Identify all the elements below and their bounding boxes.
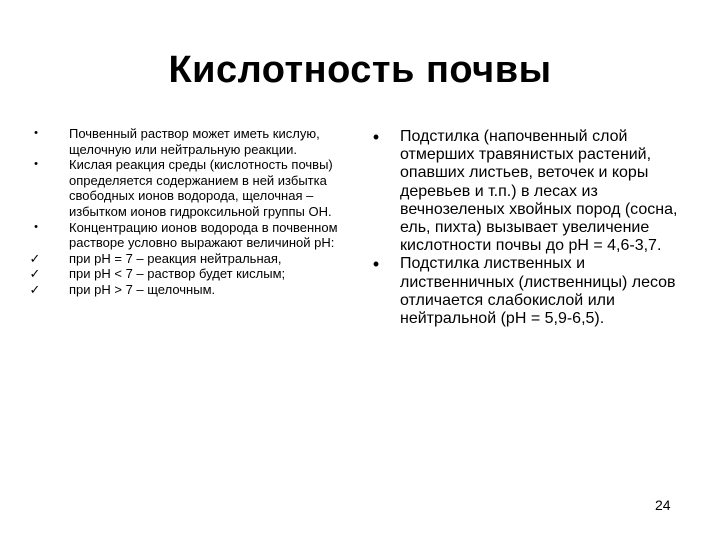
right-column bbox=[370, 128, 690, 328]
bullet-dot-icon: • bbox=[34, 158, 38, 171]
list-item bbox=[30, 126, 360, 157]
bullet-dot-icon: • bbox=[34, 127, 38, 139]
slide-title: Кислотность почвы bbox=[168, 49, 552, 91]
checkmark-icon: ✓ bbox=[29, 266, 41, 282]
right-bullet-list bbox=[370, 128, 690, 328]
bullet-dot-icon: • bbox=[372, 254, 380, 275]
bullet-dot-icon: • bbox=[372, 127, 380, 147]
checkmark-icon: ✓ bbox=[29, 250, 41, 266]
list-item-text: при рН > 7 – щелочным. bbox=[69, 281, 216, 297]
list-item-text: при рН < 7 – раствор будет кислым; bbox=[69, 266, 286, 282]
list-item bbox=[30, 251, 360, 267]
list-item bbox=[370, 128, 690, 255]
bullet-dot-icon: • bbox=[34, 220, 38, 233]
list-item bbox=[30, 157, 360, 219]
list-item bbox=[30, 266, 360, 282]
list-item-text: Кислая реакция среды (кислотность почвы) определяется содержанием в ней избытка свободных ионов водорода, щелочная – избытком ионов гидроксильной группы ОН. bbox=[69, 157, 333, 219]
list-item-text: Концентрацию ионов водорода в почвенном растворе условно выражают величиной рН: bbox=[69, 219, 338, 251]
list-item bbox=[370, 255, 690, 328]
left-bullet-list bbox=[30, 126, 360, 298]
list-item-text: при рН = 7 – реакция нейтральная, bbox=[69, 250, 282, 266]
list-item-text: Подстилка (напочвенный слой отмерших травянистых растений, опавших листьев, веточек и коры деревьев и т.п.) в лесах из вечнозеленых хвойных пород (сосна, ель, пихта) вызывает увеличение кислотности почвы до рН = 4,6-3,7. bbox=[400, 128, 678, 255]
checkmark-icon: ✓ bbox=[29, 281, 41, 297]
list-item-text: Почвенный раствор может иметь кислую, щелочную или нейтральную реакции. bbox=[69, 126, 320, 157]
list-item bbox=[30, 282, 360, 298]
page-number: 24 bbox=[655, 497, 671, 513]
list-item-text: Подстилка лиственных и лиственничных (лиственницы) лесов отличается слабокислой или нейтральной (рН = 5,9-6,5). bbox=[400, 255, 676, 328]
left-column bbox=[30, 126, 360, 298]
list-item bbox=[30, 220, 360, 251]
